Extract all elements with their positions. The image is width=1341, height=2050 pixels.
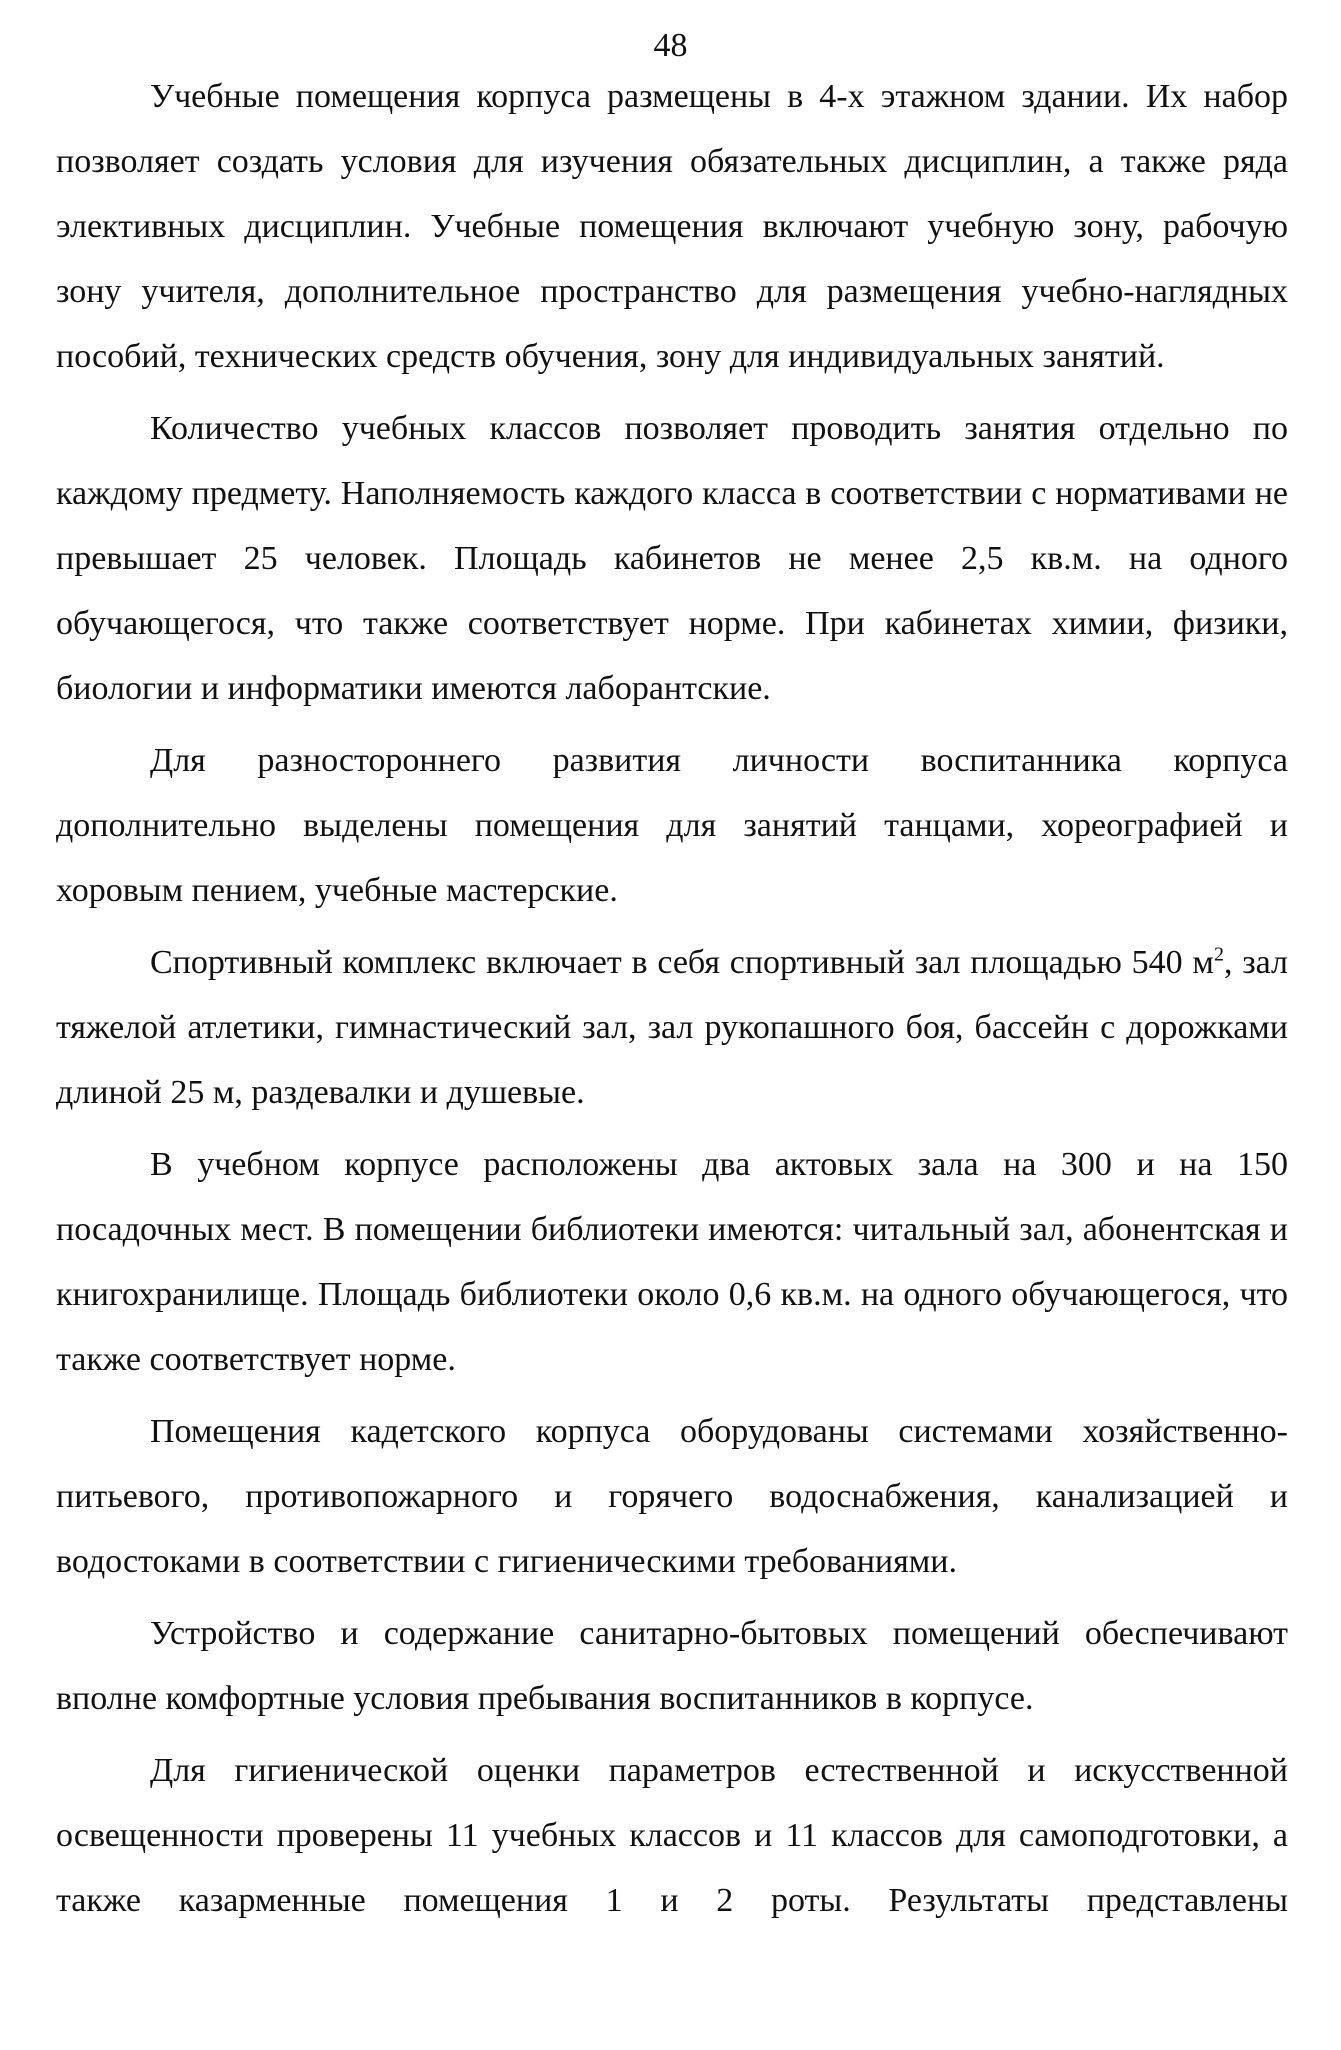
paragraph-water-systems: Помещения кадетского корпуса оборудованы системами хозяйственно-питьевого, противопожарного и горячего водоснабжения, канализацией и водостоками в соответствии с гигиеническими требованиями. [56, 1413, 1288, 1580]
paragraph-sport-complex [56, 930, 1288, 1125]
paragraph-sanitary: Устройство и содержание санитарно-бытовых помещений обеспечивают вполне комфортные условия пребывания воспитанников в корпусе. [56, 1615, 1288, 1717]
square-superscript: 2 [1213, 943, 1224, 966]
paragraph-lighting: Для гигиенической оценки параметров естественной и искусственной освещенности проверены 11 учебных классов и 11 классов для самоподготовки, а также казарменные помещения 1 и 2 роты. Результаты представлены [56, 1752, 1288, 1919]
paragraph-assembly-library: В учебном корпусе расположены два актовых зала на 300 и на 150 посадочных мест. В помещении библиотеки имеются: читальный зал, абонентская и книгохранилище. Площадь библиотеки около 0,6 кв.м. на одного обучающегося, что также соответствует норме. [56, 1146, 1288, 1378]
sport-text-before: Спортивный комплекс включает в себя спортивный зал площадью 540 м [150, 944, 1214, 981]
sport-text-after: , зал тяжелой атлетики, гимнастический зал, зал рукопашного боя, бассейн с дорожками длиной 25 м, раздевалки и душевые. [56, 944, 1288, 1111]
paragraph-class-count: Количество учебных классов позволяет проводить занятия отдельно по каждому предмету. Наполняемость каждого класса в соответствии с нормативами не превышает 25 человек. Площадь кабинетов не менее 2,5 кв.м. на одного обучающегося, что также соответствует норме. При кабинетах химии, физики, биологии и информатики имеются лаборантские. [56, 410, 1288, 707]
paragraph-classrooms: Учебные помещения корпуса размещены в 4-х этажном здании. Их набор позволяет создать условия для изучения обязательных дисциплин, а также ряда элективных дисциплин. Учебные помещения включают учебную зону, рабочую зону учителя, дополнительное пространство для размещения учебно-наглядных пособий, технических средств обучения, зону для индивидуальных занятий. [56, 78, 1288, 375]
page-number: 48 [653, 27, 688, 64]
page-body [56, 64, 1288, 1933]
paragraph-development: Для разностороннего развития личности воспитанника корпуса дополнительно выделены помещения для занятий танцами, хореографией и хоровым пением, учебные мастерские. [56, 742, 1288, 909]
